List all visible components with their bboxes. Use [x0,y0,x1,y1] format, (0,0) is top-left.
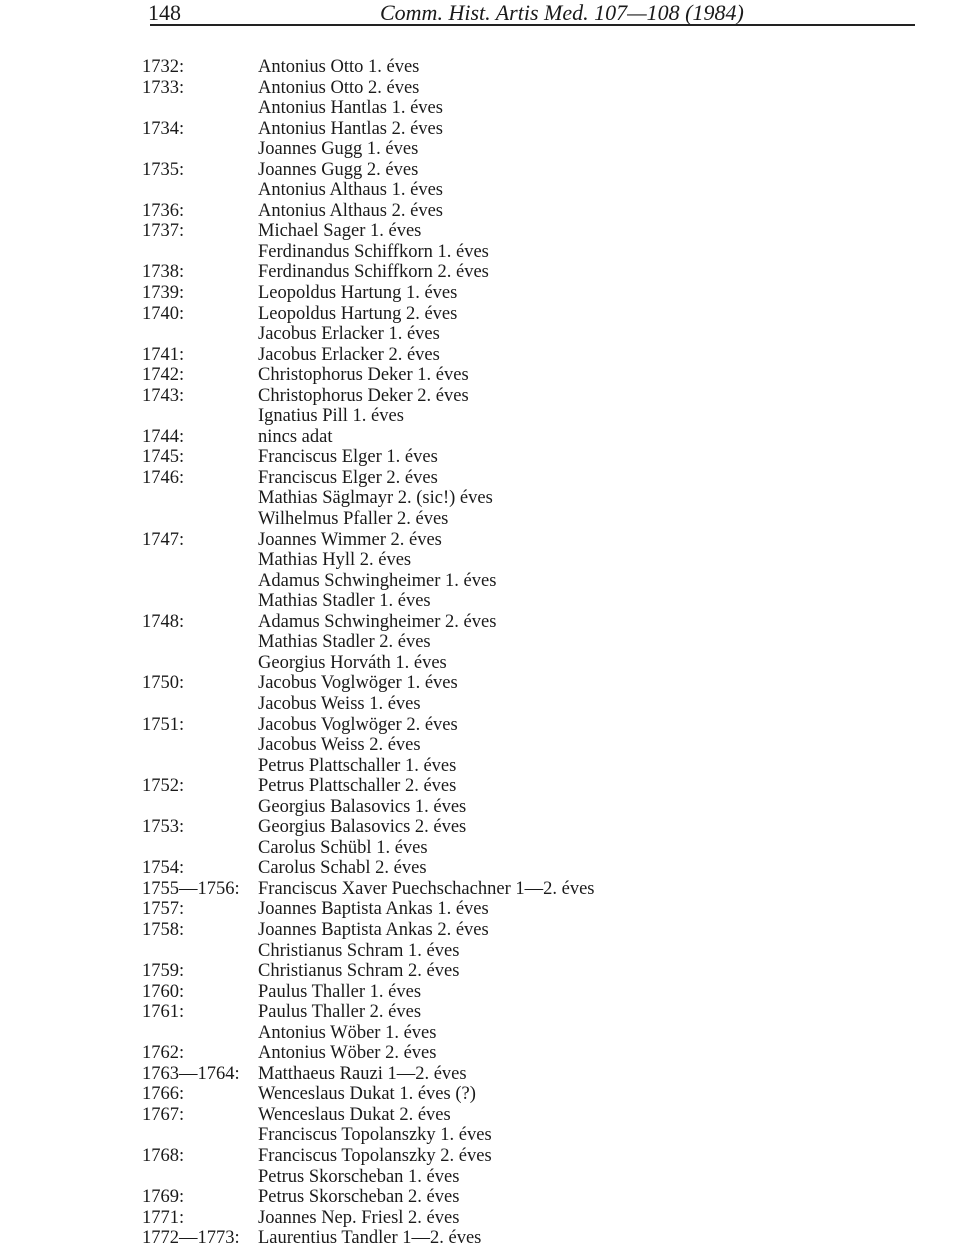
entry-year: 1766: [142,1084,185,1105]
entry-year: 1732: [142,57,185,77]
entry-name: Matthaeus Rauzi 1—2. éves [258,1063,467,1084]
entry-year: 1771: [142,1207,185,1228]
entry-name: Laurentius Tandler 1—2. éves [258,1228,482,1249]
entry-name: Antonius Wöber 2. éves [258,1043,437,1064]
entry-name: Christophorus Deker 1. éves [258,365,469,386]
list-item [0,1208,960,1229]
entry-name: Carolus Schabl 2. éves [258,858,427,879]
entry-name: Antonius Otto 2. éves [258,77,420,98]
list-item [0,406,960,427]
entry-name: Antonius Hantlas 1. éves [258,98,443,119]
entry-year: 1733: [142,77,185,98]
entry-name: Mathias Hyll 2. éves [258,550,412,571]
entry-year: 1755—1756: [142,878,240,899]
entry-year: 1760: [142,981,185,1002]
list-item [0,1084,960,1105]
entry-year: 1738: [142,262,185,283]
list-item [0,324,960,345]
list-item [0,1167,960,1188]
list-item [0,509,960,530]
list-item [0,1002,960,1023]
entry-year: 1754: [142,858,185,879]
entry-name: Franciscus Elger 2. éves [258,467,438,488]
list-item [0,160,960,181]
list-item [0,571,960,592]
entry-name: Ferdinandus Schiffkorn 2. éves [258,262,489,283]
list-item [0,119,960,140]
entry-year: 1757: [142,899,185,920]
entry-year: 1739: [142,283,185,304]
entry-name: Leopoldus Hartung 1. éves [258,283,458,304]
entry-year: 1750: [142,673,185,694]
entry-year: 1742: [142,365,185,386]
list-item [0,1187,960,1208]
entry-year: 1772—1773: [142,1228,240,1249]
list-item [0,386,960,407]
entry-name: Wenceslaus Dukat 1. éves (?) [258,1084,476,1105]
list-item [0,57,960,78]
entry-name: Petrus Skorscheban 2. éves [258,1187,460,1208]
list-item [0,1146,960,1167]
entry-name: Antonius Hantlas 2. éves [258,118,443,139]
list-item [0,1064,960,1085]
entry-name: Adamus Schwingheimer 1. éves [258,570,497,591]
list-item [0,817,960,838]
list-item [0,262,960,283]
entry-year: 1746: [142,467,185,488]
journal-reference: Comm. Hist. Artis Med. 107—108 (1984) [380,0,744,25]
entry-year: 1751: [142,714,185,735]
entry-name: nincs adat [258,426,333,447]
entry-name: Georgius Balasovics 1. éves [258,796,467,817]
entry-name: Jacobus Weiss 1. éves [258,693,421,714]
entry-year: 1736: [142,200,185,221]
list-item [0,550,960,571]
list-item [0,653,960,674]
list-item [0,139,960,160]
list-item [0,1125,960,1146]
list-item [0,221,960,242]
entry-year: 1767: [142,1104,185,1125]
student-list [0,57,960,1249]
list-item [0,345,960,366]
entry-name: Ignatius Pill 1. éves [258,406,404,427]
entry-name: Jacobus Erlacker 1. éves [258,324,440,345]
entry-year: 1737: [142,221,185,242]
entry-name: Joannes Gugg 1. éves [258,139,419,160]
entry-name: Franciscus Xaver Puechschachner 1—2. éves [258,878,595,899]
entry-name: Joannes Wimmer 2. éves [258,529,442,550]
list-item [0,982,960,1003]
entry-name: Georgius Balasovics 2. éves [258,817,467,838]
entry-name: Franciscus Topolanszky 2. éves [258,1145,492,1166]
entry-year: 1769: [142,1187,185,1208]
entry-year: 1759: [142,961,185,982]
entry-name: Franciscus Elger 1. éves [258,447,438,468]
list-item [0,858,960,879]
list-item [0,468,960,489]
entry-name: Leopoldus Hartung 2. éves [258,303,458,324]
entry-year: 1747: [142,529,185,550]
list-item [0,879,960,900]
list-item [0,304,960,325]
entry-name: Carolus Schübl 1. éves [258,837,428,858]
list-item [0,242,960,263]
list-item [0,797,960,818]
entry-name: Christianus Schram 1. éves [258,940,460,961]
entry-name: Mathias Stadler 1. éves [258,591,431,612]
list-item [0,427,960,448]
entry-year: 1762: [142,1043,185,1064]
list-item [0,715,960,736]
entry-name: Christophorus Deker 2. éves [258,385,469,406]
entry-name: Antonius Otto 1. éves [258,57,420,77]
list-item [0,776,960,797]
list-item [0,612,960,633]
page-number: 148 [148,0,181,25]
entry-year: 1761: [142,1002,185,1023]
entry-name: Antonius Wöber 1. éves [258,1022,437,1043]
list-item [0,530,960,551]
entry-year: 1743: [142,385,185,406]
entry-name: Joannes Gugg 2. éves [258,159,419,180]
list-item [0,632,960,653]
header-rule [150,24,915,26]
list-item [0,98,960,119]
entry-year: 1741: [142,344,185,365]
page-header [0,0,960,30]
list-item [0,838,960,859]
entry-year: 1745: [142,447,185,468]
entry-name: Franciscus Topolanszky 1. éves [258,1125,492,1146]
entry-name: Ferdinandus Schiffkorn 1. éves [258,241,489,262]
list-item [0,488,960,509]
list-item [0,447,960,468]
entry-name: Joannes Nep. Friesl 2. éves [258,1207,460,1228]
list-item [0,365,960,386]
entry-year: 1758: [142,919,185,940]
entry-name: Petrus Plattschaller 1. éves [258,755,457,776]
entry-year: 1748: [142,611,185,632]
entry-name: Paulus Thaller 2. éves [258,1002,422,1023]
list-item [0,756,960,777]
list-item [0,1023,960,1044]
entry-name: Joannes Baptista Ankas 2. éves [258,919,489,940]
entry-name: Antonius Althaus 1. éves [258,180,443,201]
list-item [0,961,960,982]
list-item [0,283,960,304]
entry-year: 1752: [142,776,185,797]
entry-name: Wilhelmus Pfaller 2. éves [258,509,449,530]
entry-year: 1763—1764: [142,1063,240,1084]
entry-name: Antonius Althaus 2. éves [258,200,443,221]
entry-name: Wenceslaus Dukat 2. éves [258,1104,451,1125]
entry-name: Petrus Skorscheban 1. éves [258,1166,460,1187]
entry-name: Petrus Plattschaller 2. éves [258,776,457,797]
entry-name: Jacobus Erlacker 2. éves [258,344,440,365]
list-item [0,201,960,222]
entry-name: Mathias Stadler 2. éves [258,632,431,653]
entry-name: Paulus Thaller 1. éves [258,981,422,1002]
entry-name: Joannes Baptista Ankas 1. éves [258,899,489,920]
entry-name: Georgius Horváth 1. éves [258,652,447,673]
entry-name: Mathias Säglmayr 2. (sic!) éves [258,488,493,509]
list-item [0,899,960,920]
entry-name: Jacobus Voglwöger 2. éves [258,714,458,735]
list-item [0,180,960,201]
entry-year: 1768: [142,1145,185,1166]
entry-year: 1744: [142,426,185,447]
entry-year: 1735: [142,159,185,180]
list-item [0,941,960,962]
list-item [0,78,960,99]
entry-year: 1753: [142,817,185,838]
list-item [0,591,960,612]
list-item [0,1228,960,1249]
entry-name: Michael Sager 1. éves [258,221,422,242]
list-item [0,735,960,756]
list-item [0,673,960,694]
list-item [0,920,960,941]
entry-name: Adamus Schwingheimer 2. éves [258,611,497,632]
list-item [0,1043,960,1064]
entry-name: Christianus Schram 2. éves [258,961,460,982]
entry-year: 1740: [142,303,185,324]
list-item [0,1105,960,1126]
entry-name: Jacobus Voglwöger 1. éves [258,673,458,694]
list-item [0,694,960,715]
entry-year: 1734: [142,118,185,139]
entry-name: Jacobus Weiss 2. éves [258,735,421,756]
